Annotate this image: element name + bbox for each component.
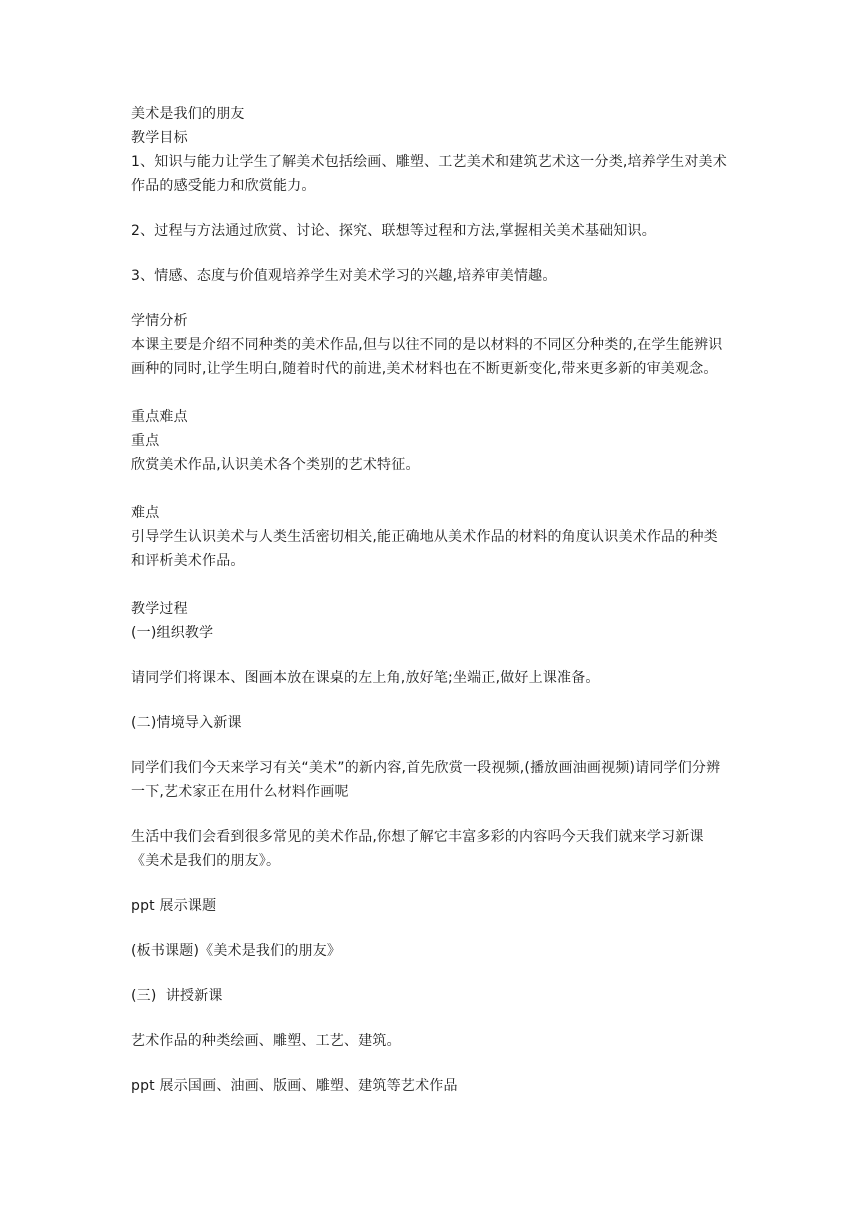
paragraph-spacer (131, 573, 731, 597)
objective-item: 3、情感、态度与价值观培养学生对美术学习的兴趣,培养审美情趣。 (131, 268, 557, 284)
document-body (131, 102, 731, 1098)
step-heading: (一)组织教学 (131, 625, 214, 641)
objective-item: 1、知识与能力让学生了解美术包括绘画、雕塑、工艺美术和建筑艺术这一分类,培养学生对美术作品的感受能力和欣赏能力。 (131, 154, 727, 194)
step-text: 请同学们将课本、图画本放在课桌的左上角,放好笔;坐端正,做好上课准备。 (131, 670, 600, 686)
paragraph-spacer (131, 1053, 731, 1074)
step-heading: (二)情境导入新课 (131, 715, 242, 731)
analysis-heading: 学情分析 (131, 313, 188, 329)
objectives-heading: 教学目标 (131, 130, 188, 146)
step-heading: (三) 讲授新课 (131, 988, 223, 1004)
step-text: 艺术作品的种类绘画、雕塑、工艺、建筑。 (131, 1033, 401, 1049)
paragraph-spacer (131, 918, 731, 939)
step-text: 生活中我们会看到很多常见的美术作品,你想了解它丰富多彩的内容吗今天我们就来学习新课《美术是我们的朋友》。 (131, 829, 704, 869)
paragraph-spacer (131, 243, 731, 264)
paragraph-spacer (131, 1008, 731, 1029)
process-heading: 教学过程 (131, 601, 188, 617)
step-text: (板书课题)《美术是我们的朋友》 (131, 943, 342, 959)
paragraph-spacer (131, 645, 731, 666)
objective-item: 2、过程与方法通过欣赏、讨论、探究、联想等过程和方法,掌握相关美术基础知识。 (131, 223, 656, 239)
paragraph-spacer (131, 963, 731, 984)
paragraph-spacer (131, 690, 731, 711)
paragraph-spacer (131, 381, 731, 405)
document-title: 美术是我们的朋友 (131, 106, 245, 122)
step-text: ppt 展示课题 (131, 898, 217, 914)
analysis-text: 本课主要是介绍不同种类的美术作品,但与以往不同的是以材料的不同区分种类的,在学生能辨识画种的同时,让学生明白,随着时代的前进,美术材料也在不断更新变化,带来更多新的审美观念。 (131, 337, 723, 377)
paragraph-spacer (131, 288, 731, 309)
key-points-heading: 重点难点 (131, 409, 188, 425)
key-point-label: 重点 (131, 433, 160, 449)
paragraph-spacer (131, 735, 731, 756)
step-text: 同学们我们今天来学习有关“美术”的新内容,首先欣赏一段视频,(播放画油画视频)请同学们分辨一下,艺术家正在用什么材料作画呢 (131, 760, 721, 800)
step-text: ppt 展示国画、油画、版画、雕塑、建筑等艺术作品 (131, 1078, 458, 1094)
paragraph-spacer (131, 873, 731, 894)
paragraph-spacer (131, 198, 731, 219)
difficulty-text: 引导学生认识美术与人类生活密切相关,能正确地从美术作品的材料的角度认识美术作品的种类和评析美术作品。 (131, 529, 718, 569)
paragraph-spacer (131, 804, 731, 825)
key-point-text: 欣赏美术作品,认识美术各个类别的艺术特征。 (131, 457, 420, 473)
paragraph-spacer (131, 477, 731, 501)
difficulty-label: 难点 (131, 505, 160, 521)
